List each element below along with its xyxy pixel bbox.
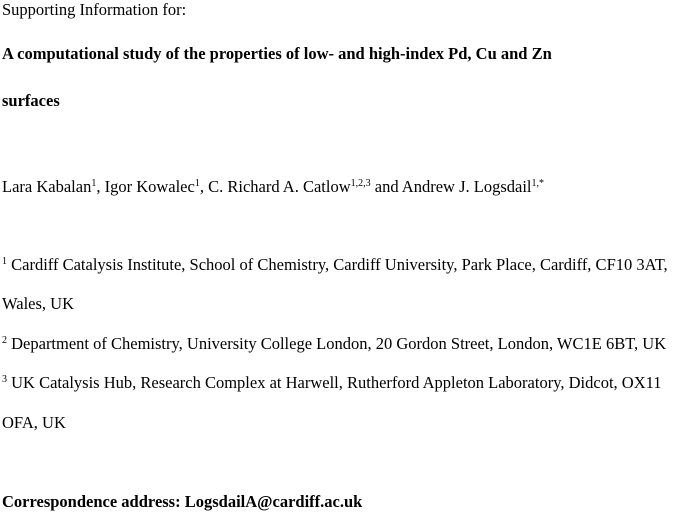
author-name: Andrew J. Logsdail (401, 177, 532, 196)
author-name: Lara Kabalan (2, 177, 92, 196)
correspondence-address: Correspondence address: LogsdailA@cardiff.ac.uk (2, 492, 363, 511)
affiliation-1-line-2: Wales, UK (2, 294, 74, 313)
author-affiliation-mark: 1 (91, 178, 97, 189)
affiliation-text: Department of Chemistry, University College London, 20 Gordon Street, London, WC1E 6BT, UK (7, 334, 667, 353)
affiliation-mark: 1 (2, 256, 7, 267)
paper-title-line-2: surfaces (2, 91, 60, 110)
author-name: Igor Kowalec (104, 177, 195, 196)
affiliation-1-line-1 (2, 255, 668, 275)
author-list (2, 177, 544, 197)
affiliation-text: Cardiff Catalysis Institute, School of Chemistry, Cardiff University, Park Place, Cardiff, CF10 3AT, (7, 255, 668, 274)
affiliation-text: UK Catalysis Hub, Research Complex at Harwell, Rutherford Appleton Laboratory, Didcot, OX11 (7, 373, 662, 392)
affiliation-2 (2, 334, 666, 354)
author-affiliation-mark: 1,* (531, 178, 544, 189)
author-name: C. Richard A. Catlow (208, 177, 351, 196)
affiliation-3-line-2: OFA, UK (2, 413, 66, 432)
affiliation-3-line-1 (2, 373, 662, 393)
author-affiliation-mark: 1 (194, 178, 200, 189)
paper-title-line-1: A computational study of the properties of low- and high-index Pd, Cu and Zn (2, 44, 552, 63)
author-separator: , (96, 177, 105, 196)
author-affiliation-mark: 1,2,3 (350, 178, 371, 189)
affiliation-mark: 2 (2, 335, 7, 346)
affiliation-mark: 3 (2, 374, 7, 385)
supporting-information-label: Supporting Information for: (2, 0, 187, 19)
author-separator: and (370, 177, 402, 196)
author-separator: , (199, 177, 209, 196)
